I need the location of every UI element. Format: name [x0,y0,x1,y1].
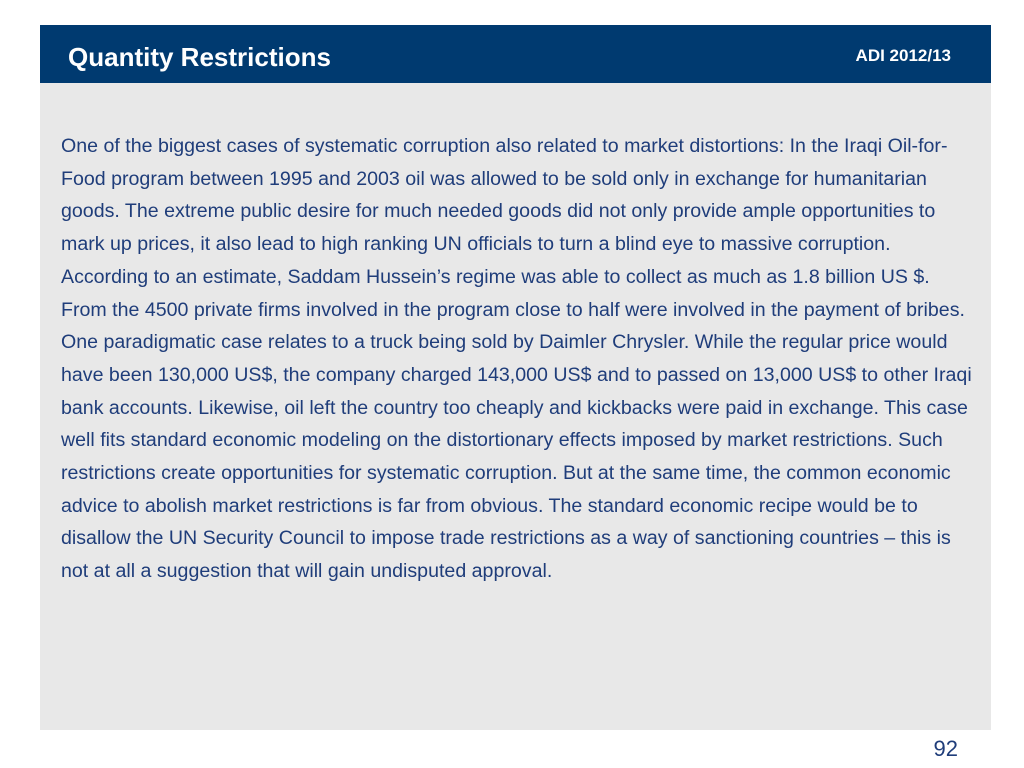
body-paragraph: One of the biggest cases of systematic corruption also related to market distortions: In the Iraqi Oil-for-Food program between 1995 and 2003 oil was allowed to be sold only in exchange for humanitarian goods. The extreme public desire for much needed goods did not only provide ample opportunities to mark up prices, it also lead to high ranking UN officials to turn a blind eye to massive corruption. According to an estimate, Saddam Hussein’s regime was able to collect as much as 1.8 billion US $. From the 4500 private firms involved in the program close to half were involved in the payment of bribes. One paradigmatic case relates to a truck being sold by Daimler Chrysler. While the regular price would have been 130,000 US$, the company charged 143,000 US$ and to passed on 13,000 US$ to other Iraqi bank accounts. Likewise, oil left the country too cheaply and kickbacks were paid in exchange. This case well fits standard economic modeling on the distortionary effects imposed by market restrictions. Such restrictions create opportunities for systematic corruption. But at the same time, the common economic advice to abolish market restrictions is far from obvious. The standard economic recipe would be to disallow the UN Security Council to impose trade restrictions as a way of sanctioning countries – this is not at all a suggestion that will gain undisputed approval. [61,135,972,583]
content-panel [40,83,991,730]
slide-title: Quantity Restrictions [68,42,331,72]
slide-header [40,25,991,83]
page-number: 92 [933,736,958,761]
course-label: ADI 2012/13 [855,46,951,65]
